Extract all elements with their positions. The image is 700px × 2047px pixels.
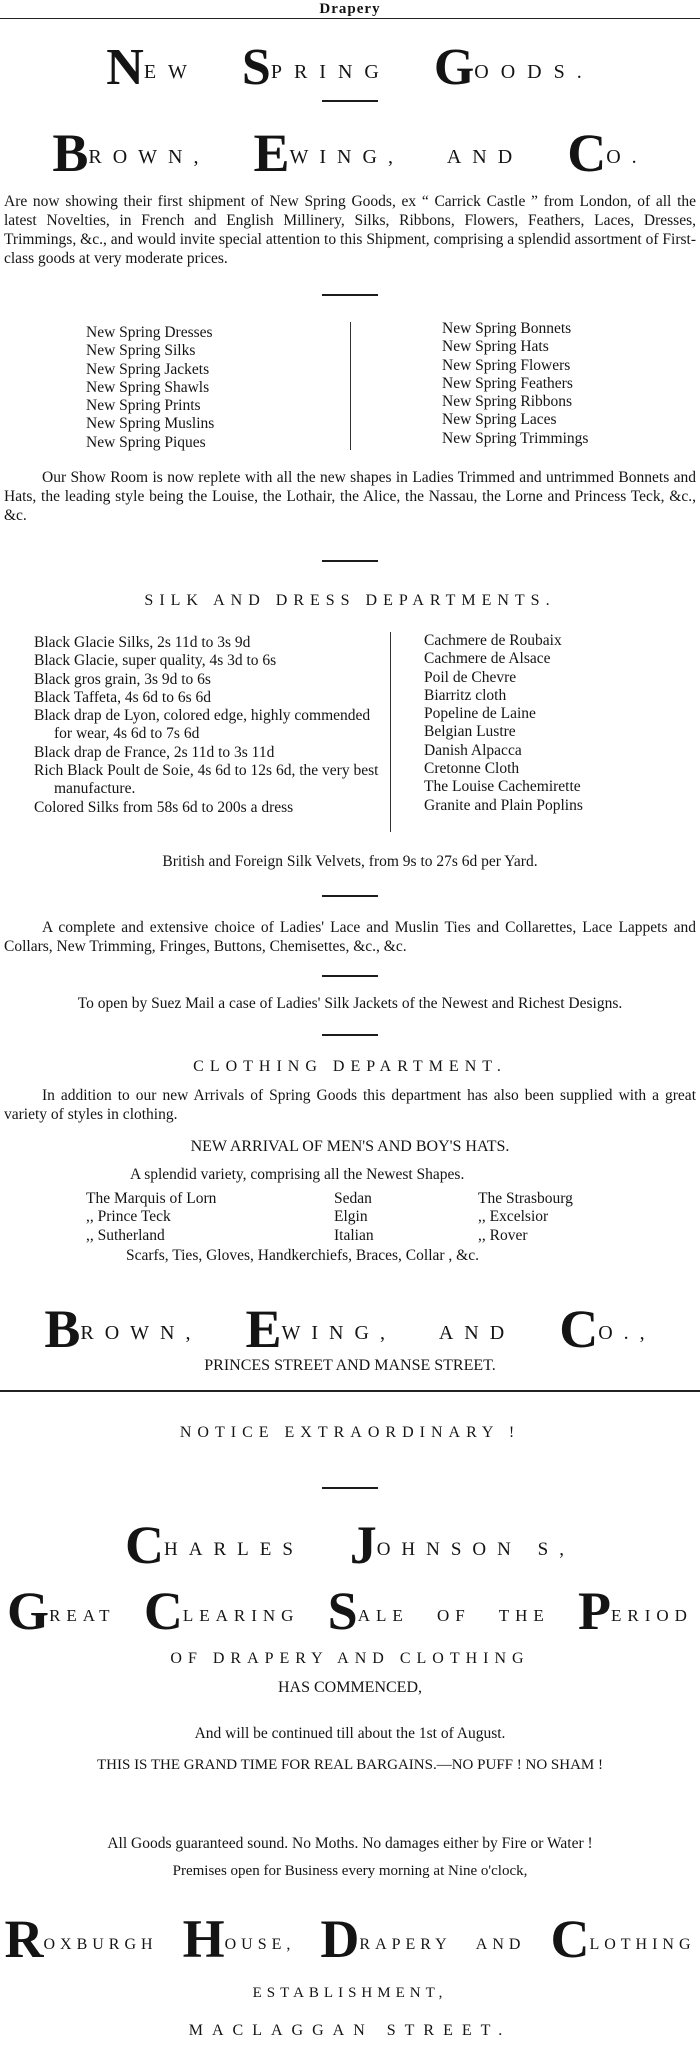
notice-heading: NOTICE EXTRAORDINARY !: [179, 1424, 521, 1441]
list-item: Black drap de Lyon, colored edge, highly commended for wear, 4s 6d to 7s 6d: [34, 707, 371, 743]
hats-extra-line: Scarfs, Ties, Gloves, Handkerchiefs, Braces, Collar , &c.: [126, 1247, 479, 1264]
list-item: Elgin: [334, 1208, 368, 1226]
list-item: Belgian Lustre: [424, 723, 516, 741]
list-item: New Spring Hats: [442, 338, 549, 356]
firm-address: PRINCES STREET AND MANSE STREET.: [204, 1357, 496, 1374]
silk-dress-heading: SILK AND DRESS DEPARTMENTS.: [144, 592, 556, 609]
column-divider: [350, 322, 351, 450]
charles-johnsons-name: CHARLES JOHNSON S,: [125, 1515, 575, 1575]
list-item: Black gros grain, 3s 9d to 6s: [34, 670, 211, 688]
of-drapery-line: OF DRAPERY AND CLOTHING: [170, 1650, 530, 1667]
divider: [322, 895, 378, 897]
list-item: New Spring Silks: [86, 342, 196, 360]
list-item: ,, Sutherland: [86, 1226, 165, 1244]
roxburgh-house-name: ROXBURGH HOUSE, DRAPERY AND CLOTHING: [4, 1909, 696, 1969]
list-item: New Spring Laces: [442, 411, 557, 429]
list-item: New Spring Feathers: [442, 374, 573, 392]
list-item: Black Taffeta, 4s 6d to 6s 6d: [34, 688, 211, 706]
list-item: Popeline de Laine: [424, 705, 536, 723]
advert-separator: [0, 1390, 700, 1392]
continued-line: And will be continued till about the 1st of August.: [194, 1725, 506, 1742]
list-item: New Spring Trimmings: [442, 429, 589, 447]
list-item: Colored Silks from 58s 6d to 200s a dress: [34, 798, 294, 816]
list-item: The Strasbourg: [478, 1190, 573, 1207]
column-divider: [390, 632, 391, 832]
establishment-line: ESTABLISHMENT,: [252, 1985, 448, 2001]
hats-intro: A splendid variety, comprising all the Newest Shapes.: [130, 1166, 465, 1183]
list-item: ,, Rover: [478, 1226, 528, 1244]
list-item: ,, Excelsior: [478, 1208, 549, 1226]
has-commenced-line: HAS COMMENCED,: [277, 1679, 422, 1696]
hats-list-col1: [86, 1190, 216, 1245]
velvets-line: British and Foreign Silk Velvets, from 9s to 27s 6d per Yard.: [162, 853, 538, 870]
section-label: Drapery: [319, 1, 381, 17]
intro-paragraph: Are now showing their first shipment of New Spring Goods, ex “ Carrick Castle ” from London, of all the latest Novelties, in French and English Millinery, Silks, Ribbons, Flowers, Feathers, Laces, Dresses, Trimmings, &c., and would invite special attention to this Shipment, comprising a splendid assortment of First-class goods at very moderate prices.: [4, 193, 696, 267]
list-item: Granite and Plain Poplins: [424, 796, 583, 814]
list-item: New Spring Dresses: [86, 324, 213, 341]
list-item: New Spring Shawls: [86, 378, 210, 396]
list-item: The Marquis of Lorn: [86, 1190, 217, 1207]
divider: [322, 1034, 378, 1036]
hats-list-col2: [334, 1190, 374, 1245]
hats-list-col3: [478, 1190, 573, 1245]
showroom-paragraph: Our Show Room is now replete with all the new shapes in Ladies Trimmed and untrimmed Bonnets and Hats, the leading style being the Louise, the Lothair, the Alice, the Nassau, the Lorne and Princess Teck, &c., &c.: [4, 469, 696, 524]
section-header: [0, 0, 700, 18]
spring-goods-list-right: [442, 320, 588, 448]
hats-heading: NEW ARRIVAL OF MEN'S AND BOY'S HATS.: [190, 1138, 510, 1155]
premises-line: Premises open for Business every morning at Nine o'clock,: [172, 1863, 528, 1879]
headline-new-spring-goods: NEW SPRING GOODS.: [106, 39, 594, 96]
list-item: Black Glacie Silks, 2s 11d to 3s 9d: [34, 634, 251, 651]
list-item: Italian: [334, 1226, 374, 1244]
firm-name-brown-ewing-footer: BROWN, EWING, AND CO.,: [44, 1299, 656, 1359]
list-item: New Spring Bonnets: [442, 320, 572, 337]
list-item: Rich Black Poult de Soie, 4s 6d to 12s 6d, the very best manufacture.: [34, 762, 379, 798]
list-item: ,, Prince Teck: [86, 1208, 171, 1226]
divider: [322, 560, 378, 562]
lace-paragraph: A complete and extensive choice of Ladies' Lace and Muslin Ties and Collarettes, Lace Lappets and Collars, New Trimming, Fringes, Buttons, Chemisettes, &c., &c.: [4, 919, 696, 955]
list-item: New Spring Jackets: [86, 360, 210, 378]
firm-name-brown-ewing: BROWN, EWING, AND CO.: [52, 123, 648, 183]
list-item: Cretonne Cloth: [424, 760, 520, 778]
silk-price-list: [34, 634, 380, 817]
divider: [322, 294, 378, 296]
divider: [322, 975, 378, 977]
great-clearing-sale: GREAT CLEARING SALE OF THE PERIOD: [7, 1581, 693, 1641]
list-item: New Spring Flowers: [442, 356, 571, 374]
street-line: MACLAGGAN STREET.: [188, 2022, 512, 2039]
suez-line: To open by Suez Mail a case of Ladies' Silk Jackets of the Newest and Richest Designs.: [77, 995, 623, 1012]
list-item: Black Glacie, super quality, 4s 3d to 6s: [34, 652, 277, 670]
list-item: New Spring Piques: [86, 433, 206, 451]
list-item: Sedan: [334, 1190, 372, 1207]
list-item: Danish Alpacca: [424, 741, 522, 759]
dress-fabric-list: [424, 632, 583, 815]
list-item: The Louise Cachemirette: [424, 778, 581, 796]
list-item: Cachmere de Alsace: [424, 650, 551, 668]
divider: [322, 100, 378, 102]
list-item: New Spring Prints: [86, 397, 201, 415]
clothing-paragraph: In addition to our new Arrivals of Spring Goods this department has also been supplied with a great variety of styles in clothing.: [4, 1087, 696, 1123]
list-item: Biarritz cloth: [424, 686, 507, 704]
spring-goods-list-left: [86, 324, 214, 452]
clothing-heading: CLOTHING DEPARTMENT.: [193, 1058, 507, 1075]
guaranteed-line: All Goods guaranteed sound. No Moths. No damages either by Fire or Water !: [107, 1835, 593, 1852]
list-item: New Spring Ribbons: [442, 393, 573, 411]
grand-time-line: THIS IS THE GRAND TIME FOR REAL BARGAINS.—NO PUFF ! NO SHAM !: [96, 1757, 603, 1773]
list-item: Black drap de France, 2s 11d to 3s 11d: [34, 743, 275, 761]
list-item: Poil de Chevre: [424, 668, 517, 686]
list-item: New Spring Muslins: [86, 415, 215, 433]
header-rule: [0, 18, 700, 19]
divider: [322, 1487, 378, 1489]
list-item: Cachmere de Roubaix: [424, 632, 562, 649]
